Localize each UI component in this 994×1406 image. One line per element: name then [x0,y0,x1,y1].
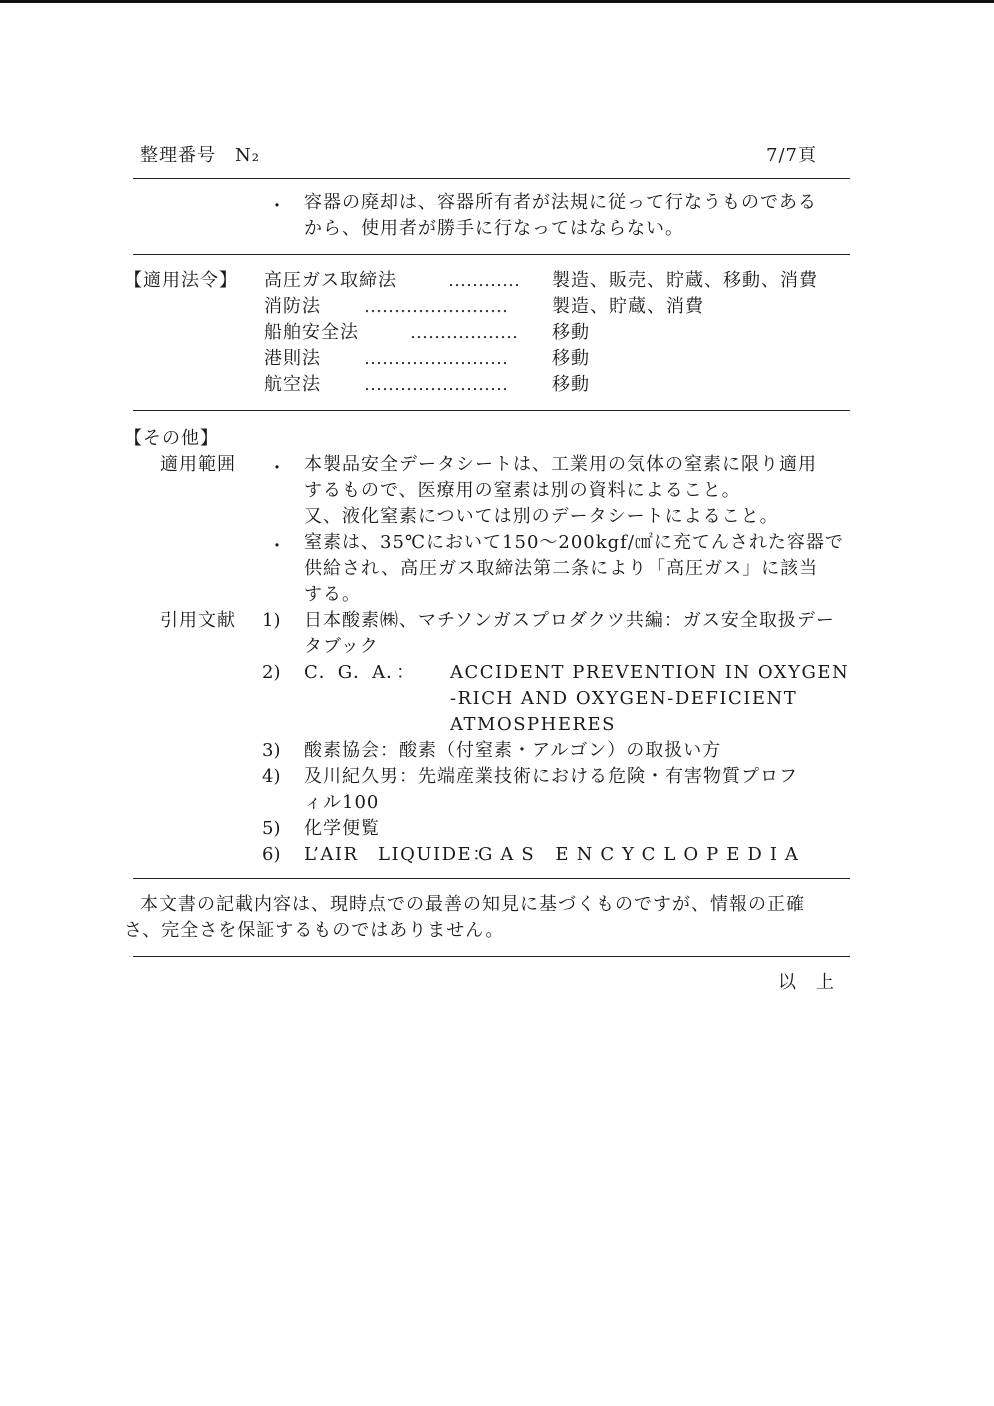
ref-number: 2) [262,662,281,683]
other-heading: 【その他】 [124,428,219,449]
ref-line: -RICH AND OXYGEN-DEFICIENT [450,688,798,709]
scope-1-line-1: 本製品安全データシートは、工業用の気体の窒素に限り適用 [304,454,817,475]
law-use: 製造、販売、貯蔵、移動、消費 [552,270,818,291]
ref-prefix: C．G．A．： [304,662,416,683]
scope-1-line-2: するもので、医療用の窒素は別の資料によること。 [304,480,741,501]
divider [133,254,850,255]
scope-2-line-3: する。 [304,584,361,605]
disclaimer-line-1: 本文書の記載内容は、現時点での最善の知見に基づくものですが、情報の正確 [140,894,805,915]
leader-dots: …………………… [364,296,508,317]
laws-heading: 【適用法令】 [124,270,238,291]
bullet: ・ [268,196,286,217]
closing-mark: 以 上 [778,972,835,993]
leader-dots: ………… [448,270,520,291]
ref-prefix: L’AIR LIQUIDE： [304,844,492,865]
law-use: 移動 [552,374,590,395]
refs-label: 引用文献 [160,610,236,631]
ref-number: 4) [262,766,281,787]
law-name: 航空法 [264,374,321,395]
divider [133,878,850,879]
divider [133,410,850,411]
ref-line: 酸素協会：酸素（付窒素・アルゴン）の取扱い方 [304,740,722,761]
law-use: 移動 [552,348,590,369]
ref-line: 化学便覧 [304,818,380,839]
scan-edge [0,0,994,3]
ref-line: ACCIDENT PREVENTION IN OXYGEN [450,662,850,683]
ref-number: 6) [262,844,281,865]
law-name: 港則法 [264,348,321,369]
ref-number: 5) [262,818,281,839]
divider [133,178,850,179]
leader-dots: …………………… [364,348,508,369]
doc-number: 整理番号 N₂ [140,145,260,166]
law-use: 製造、貯蔵、消費 [552,296,704,317]
leader-dots: ……………… [410,322,518,343]
ref-line: GAS ENCYCLOPEDIA [478,844,806,865]
law-row [264,346,864,372]
ref-line: ィル100 [304,792,380,813]
ref-line: タブック [304,636,379,657]
law-row [264,320,864,346]
scope-2-line-1: 窒素は、35℃において150～200kgf/㎠に充てんされた容器で [304,532,844,553]
law-use: 移動 [552,322,590,343]
scope-2-line-2: 供給され、高圧ガス取締法第二条により「高圧ガス」に該当 [304,558,819,579]
law-name: 消防法 [264,296,321,317]
ref-number: 3) [262,740,281,761]
law-row [264,372,864,398]
ref-line: 及川紀久男：先端産業技術における危険・有害物質プロフ [304,766,798,787]
scope-1-line-3: 又、液化窒素については別のデータシートによること。 [304,506,779,527]
scope-label: 適用範囲 [160,454,236,475]
ref-line: ATMOSPHERES [450,714,617,735]
disposal-line-1: 容器の廃却は、容器所有者が法規に従って行なうものである [304,192,817,213]
disposal-line-2: から、使用者が勝手に行なってはならない。 [304,218,684,239]
disclaimer-line-2: さ、完全さを保証するものではありません。 [124,920,505,941]
ref-number: 1) [262,610,281,631]
law-row [264,268,864,294]
law-name: 高圧ガス取締法 [264,270,397,291]
divider [133,956,850,957]
ref-line: 日本酸素㈱、マチソンガスプロダクツ共編：ガス安全取扱デー [304,610,835,631]
leader-dots: …………………… [364,374,508,395]
bullet: ・ [268,458,286,479]
bullet: ・ [268,536,286,557]
page-number: 7/7頁 [766,145,817,166]
law-name: 船舶安全法 [264,322,359,343]
law-row [264,294,864,320]
